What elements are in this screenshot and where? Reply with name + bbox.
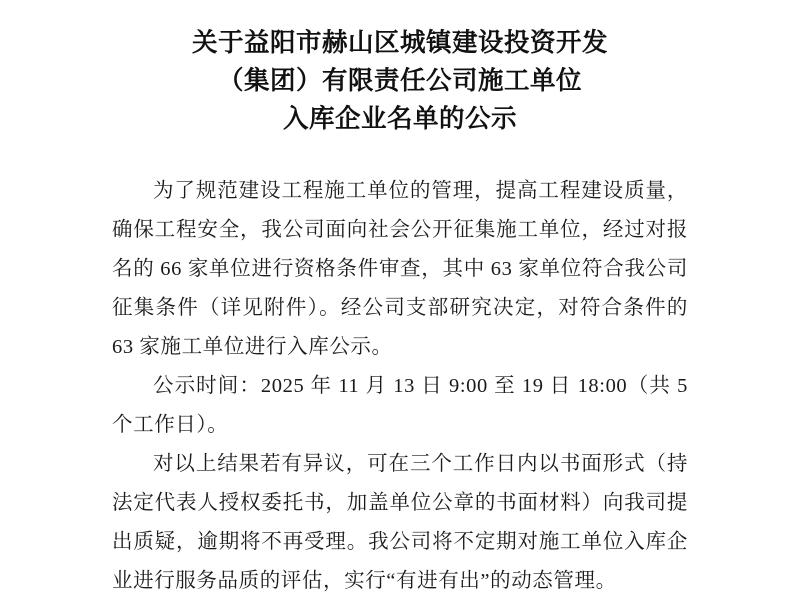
page-title-line-2: （集团）有限责任公司施工单位 bbox=[217, 66, 582, 95]
document-body bbox=[112, 172, 688, 601]
paragraph-objection: 对以上结果若有异议，可在三个工作日内以书面形式（持法定代表人授权委托书，加盖单位公章的书面材料）向我司提出质疑，逾期将不再受理。我公司将不定期对施工单位入库企业进行服务品质的评估，实行“有进有出”的动态管理。 bbox=[112, 453, 688, 592]
page-title bbox=[112, 14, 688, 138]
page-title-line-1: 关于益阳市赫山区城镇建设投资开发 bbox=[191, 28, 608, 57]
paragraph-publicity-period: 公示时间：2025 年 11 月 13 日 9:00 至 19 日 18:00（共 5 个工作日）。 bbox=[112, 375, 688, 436]
page-title-line-3: 入库企业名单的公示 bbox=[282, 104, 517, 133]
paragraph-intro: 为了规范建设工程施工单位的管理，提高工程建设质量，确保工程安全，我公司面向社会公开征集施工单位，经过对报名的 66 家单位进行资格条件审查，其中 63 家单位符合我公司征集条件（详见附件）。经公司支部研究决定，对符合条件的 63 家施工单位进行入库公示。 bbox=[112, 180, 688, 358]
